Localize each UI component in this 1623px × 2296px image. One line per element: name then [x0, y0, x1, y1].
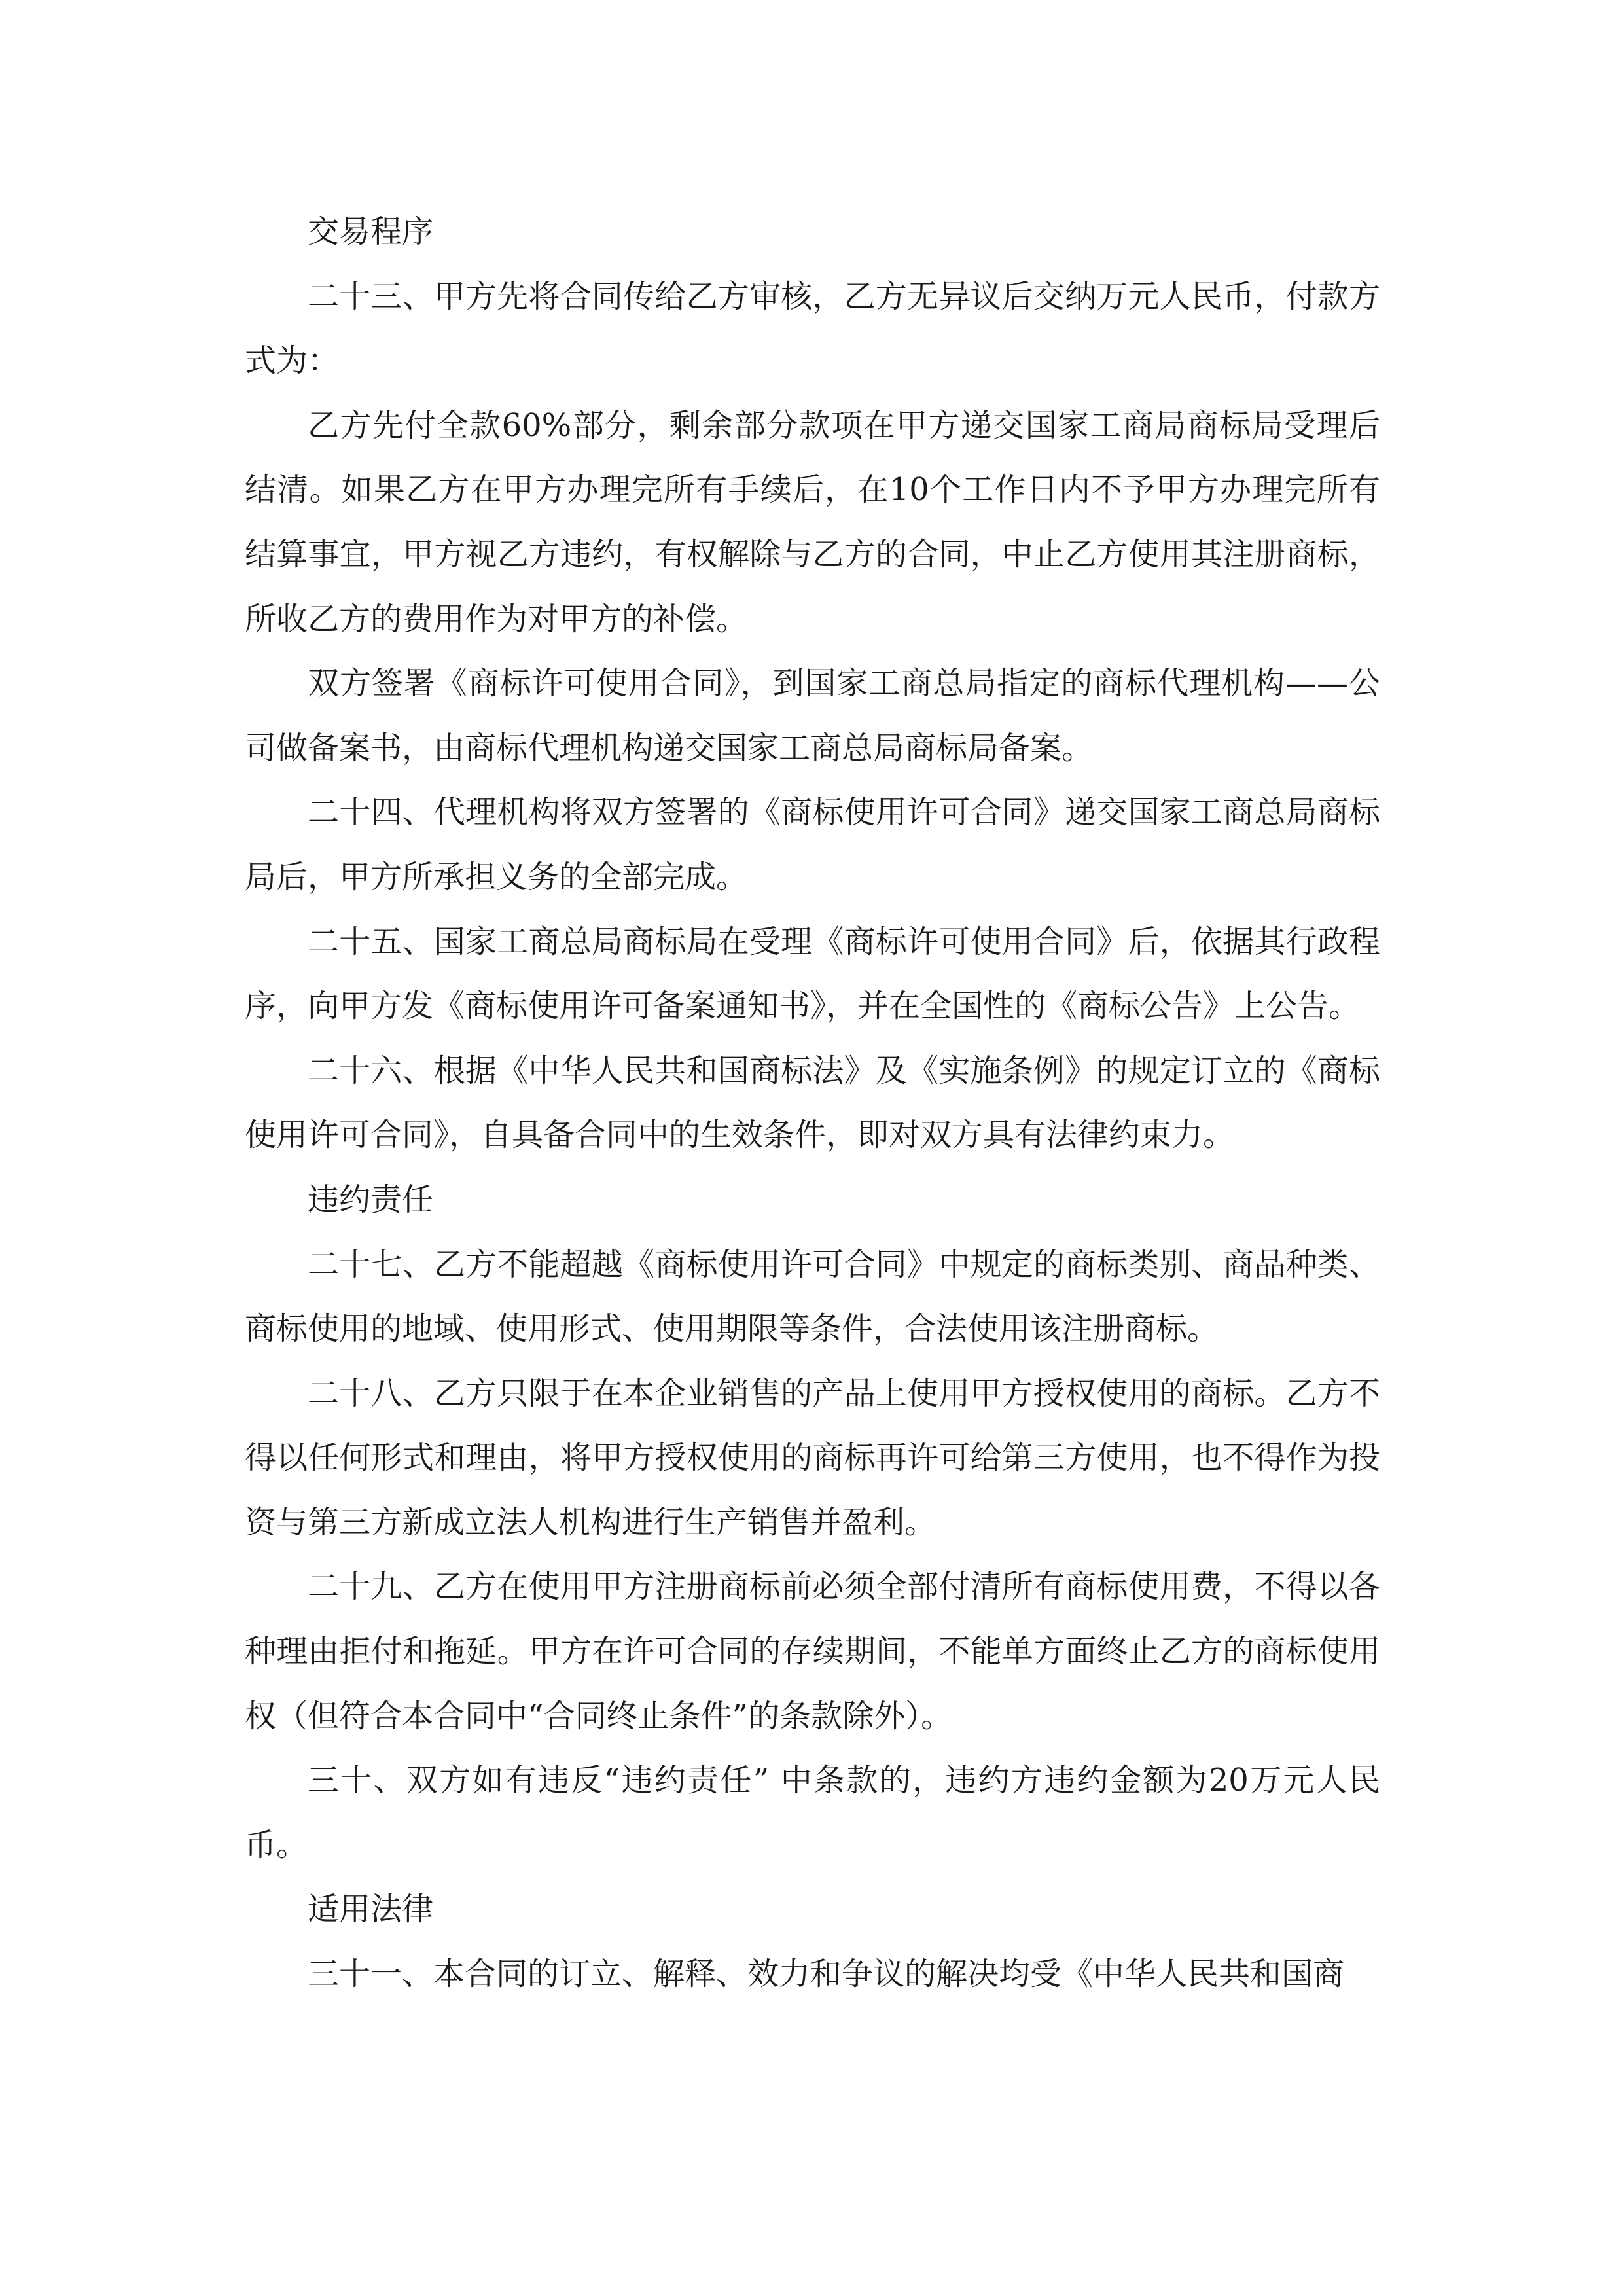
- clause-26: 二十六、根据《中华人民共和国商标法》及《实施条例》的规定订立的《商标使用许可合同》，自具备合同中的生效条件，即对双方具有法律约束力。: [245, 1052, 1380, 1154]
- clause-29: 二十九、乙方在使用甲方注册商标前必须全部付清所有商标使用费，不得以各种理由拒付和拖延。甲方在许可合同的存续期间，不能单方面终止乙方的商标使用权（但符合本合同中“合同终止条件”的条款除外）。: [245, 1568, 1380, 1734]
- clause-23-payment-terms: 乙方先付全款60%部分，剩余部分款项在甲方递交国家工商局商标局受理后结清。如果乙方在甲方办理完所有手续后，在10个工作日内不予甲方办理完所有结算事宜，甲方视乙方违约，有权解除与乙方的合同，中止乙方使用其注册商标，所收乙方的费用作为对甲方的补偿。: [245, 406, 1380, 637]
- section-heading-transaction-procedure: 交易程序: [308, 213, 434, 250]
- clause-25: 二十五、国家工商总局商标局在受理《商标许可使用合同》后，依据其行政程序，向甲方发《商标使用许可备案通知书》，并在全国性的《商标公告》上公告。: [245, 923, 1380, 1025]
- section-heading-applicable-law: 适用法律: [308, 1891, 434, 1928]
- clause-24: 二十四、代理机构将双方签署的《商标使用许可合同》递交国家工商总局商标局后，甲方所承担义务的全部完成。: [245, 794, 1380, 895]
- clause-23: 二十三、甲方先将合同传给乙方审核，乙方无异议后交纳万元人民币，付款方式为：: [245, 278, 1380, 380]
- clause-31: 三十一、本合同的订立、解释、效力和争议的解决均受《中华人民共和国商: [308, 1956, 1345, 1993]
- clause-23-filing: 双方签署《商标许可使用合同》，到国家工商总局指定的商标代理机构——公司做备案书，由商标代理机构递交国家工商总局商标局备案。: [245, 665, 1380, 766]
- clause-28: 二十八、乙方只限于在本企业销售的产品上使用甲方授权使用的商标。乙方不得以任何形式和理由，将甲方授权使用的商标再许可给第三方使用，也不得作为投资与第三方新成立法人机构进行生产销售并盈利。: [245, 1374, 1380, 1541]
- clause-27: 二十七、乙方不能超越《商标使用许可合同》中规定的商标类别、商品种类、商标使用的地域、使用形式、使用期限等条件，合法使用该注册商标。: [245, 1246, 1380, 1348]
- section-heading-liability: 违约责任: [308, 1181, 434, 1218]
- document-body: [245, 200, 1380, 2007]
- clause-30: 三十、双方如有违反“违约责任” 中条款的，违约方违约金额为20万元人民币。: [245, 1762, 1380, 1863]
